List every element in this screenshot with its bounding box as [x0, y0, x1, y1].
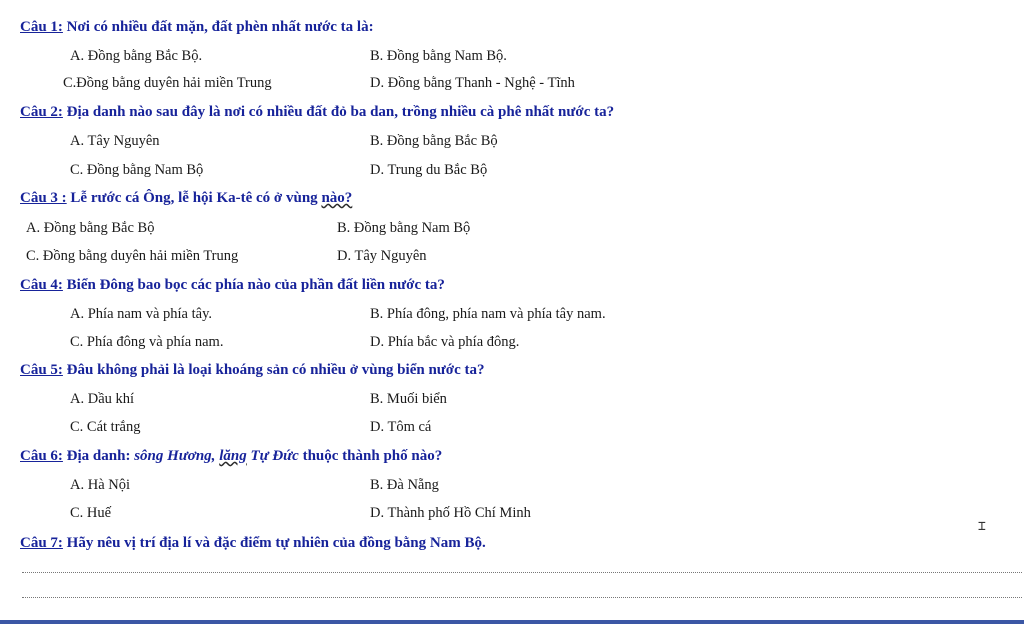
option-a: A. Đồng bằng Bắc Bộ [26, 220, 155, 236]
option-d: D. Trung du Bắc Bộ [370, 162, 488, 178]
question-number: Câu 3 : [20, 190, 67, 206]
option-b: B. Phía đông, phía nam và phía tây nam. [370, 306, 606, 322]
question-text: Nơi có nhiều đất mặn, đất phèn nhất nước ta là: [62, 19, 374, 35]
question-text: Đâu không phải là loại khoáng sản có nhiều ở vùng biển nước ta? [62, 362, 485, 378]
question-1 [20, 19, 374, 36]
question-text-flagged: lăng [219, 448, 247, 464]
option-c: C. Cát trắng [70, 419, 141, 435]
option-c: C. Phía đông và phía nam. [70, 334, 224, 350]
option-c: C. Đồng bằng Nam Bộ [70, 162, 204, 178]
option-a: A. Phía nam và phía tây. [70, 306, 213, 322]
option-b: B. Đồng bằng Bắc Bộ [370, 133, 498, 149]
question-number: Câu 2: [20, 104, 63, 120]
answer-line[interactable] [22, 597, 1022, 598]
question-text-italic: sông Hương, [134, 448, 220, 464]
question-text-italic: Tự Đức [246, 448, 299, 464]
question-number: Câu 1: [20, 19, 63, 35]
option-a: A. Hà Nội [70, 477, 131, 493]
window-bottom-border [0, 620, 1024, 624]
question-text: Địa danh nào sau đây là nơi có nhiều đất đỏ ba dan, trồng nhiều cà phê nhất nước ta? [62, 104, 615, 120]
answer-line[interactable] [22, 572, 1022, 573]
option-d: D. Tôm cá [370, 419, 432, 435]
option-b: B. Đồng bằng Nam Bộ. [370, 48, 507, 64]
question-text: Hãy nêu vị trí địa lí và đặc điểm tự nhiên của đồng bằng Nam Bộ. [62, 535, 486, 551]
option-a: A. Tây Nguyên [70, 133, 160, 149]
question-number: Câu 6: [20, 448, 63, 464]
option-b: B. Đà Nẵng [370, 477, 439, 493]
option-d: D. Đồng bằng Thanh - Nghệ - Tĩnh [370, 75, 575, 91]
question-6 [20, 448, 442, 465]
option-d: D. Phía bắc và phía đông. [370, 334, 520, 350]
option-a: A. Đồng bằng Bắc Bộ. [70, 48, 203, 64]
question-7 [20, 535, 486, 552]
option-c: C. Đồng bằng duyên hải miền Trung [26, 248, 239, 264]
option-b: B. Đồng bằng Nam Bộ [337, 220, 471, 236]
question-3 [20, 190, 352, 207]
option-c: C. Huế [70, 505, 112, 521]
question-2 [20, 104, 614, 121]
question-number: Câu 5: [20, 362, 63, 378]
question-text: Địa danh: [62, 448, 135, 464]
question-text-tail: thuộc thành phố nào? [298, 448, 443, 464]
option-c: C.Đồng bằng duyên hải miền Trung [63, 75, 272, 91]
text-cursor-icon: ⌶ [978, 519, 986, 534]
option-d: D. Tây Nguyên [337, 248, 427, 264]
question-4 [20, 277, 445, 294]
question-text-flagged: nào? [321, 190, 353, 206]
question-text: Lễ rước cá Ông, lễ hội Ka-tê có ở vùng [66, 190, 322, 206]
question-number: Câu 4: [20, 277, 63, 293]
option-d: D. Thành phố Hồ Chí Minh [370, 505, 531, 521]
question-text: Biển Đông bao bọc các phía nào của phần đất liền nước ta? [62, 277, 445, 293]
question-number: Câu 7: [20, 535, 63, 551]
option-a: A. Dầu khí [70, 391, 135, 407]
option-b: B. Muối biển [370, 391, 447, 407]
question-5 [20, 362, 485, 379]
